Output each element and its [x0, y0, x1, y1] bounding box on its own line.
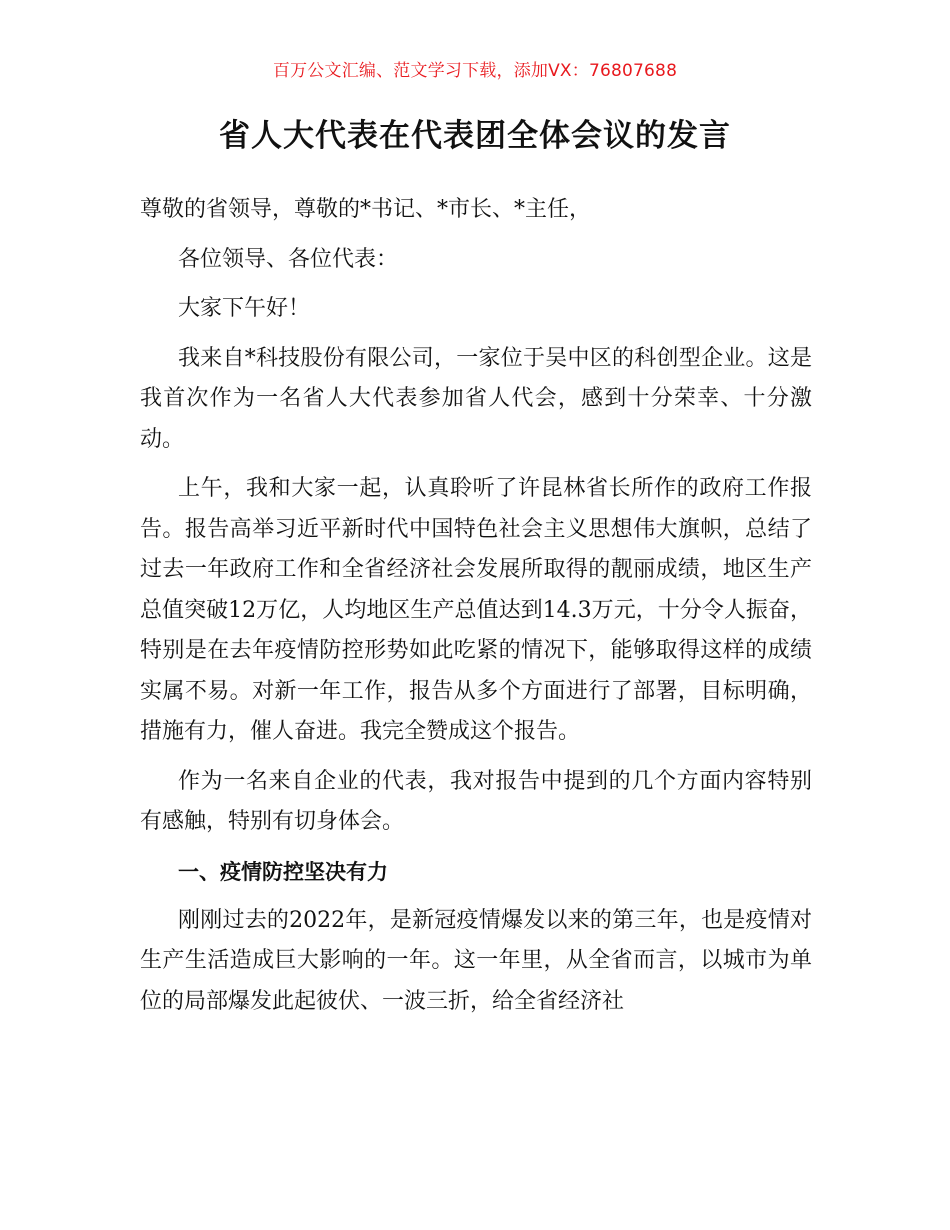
greeting-afternoon: 大家下午好！ — [178, 296, 311, 321]
paragraph-enterprise-view: 作为一名来自企业的代表，我对报告中提到的几个方面内容特别有感触，特别有切身体会。 — [140, 768, 812, 834]
paragraph-introduction: 我来自*科技股份有限公司，一家位于吴中区的科创型企业。这是我首次作为一名省人大代表参加省人代会，感到十分荣幸、十分激动。 — [140, 345, 812, 452]
salutation: 尊敬的省领导，尊敬的*书记、*市长、*主任， — [140, 197, 592, 222]
section-1-paragraph: 刚刚过去的2022年，是新冠疫情爆发以来的第三年，也是疫情对生产生活造成巨大影响的一年。这一年里，从全省而言，以城市为单位的局部爆发此起彼伏、一波三折，给全省经济社 — [140, 907, 812, 1014]
greeting-leaders: 各位领导、各位代表： — [178, 246, 399, 272]
watermark-header: 百万公文汇编、范文学习下载，添加VX：76807688 — [272, 61, 678, 81]
document-title: 省人大代表在代表团全体会议的发言 — [219, 118, 731, 154]
paragraph-report-review: 上午，我和大家一起，认真聆听了许昆林省长所作的政府工作报告。报告高举习近平新时代中国特色社会主义思想伟大旗帜，总结了过去一年政府工作和全省经济社会发展所取得的靓丽成绩，地区生产总值突破12万亿，人均地区生产总值达到14.3万元，十分令人振奋，特别是在去年疫情防控形势如此吃紧的情况下，能够取得这样的成绩实属不易。对新一年工作，报告从多个方面进行了部署，目标明确，措施有力，催人奋进。我完全赞成这个报告。 — [140, 476, 812, 744]
section-heading-1: 一、疫情防控坚决有力 — [178, 859, 388, 884]
document-body — [140, 190, 812, 1031]
